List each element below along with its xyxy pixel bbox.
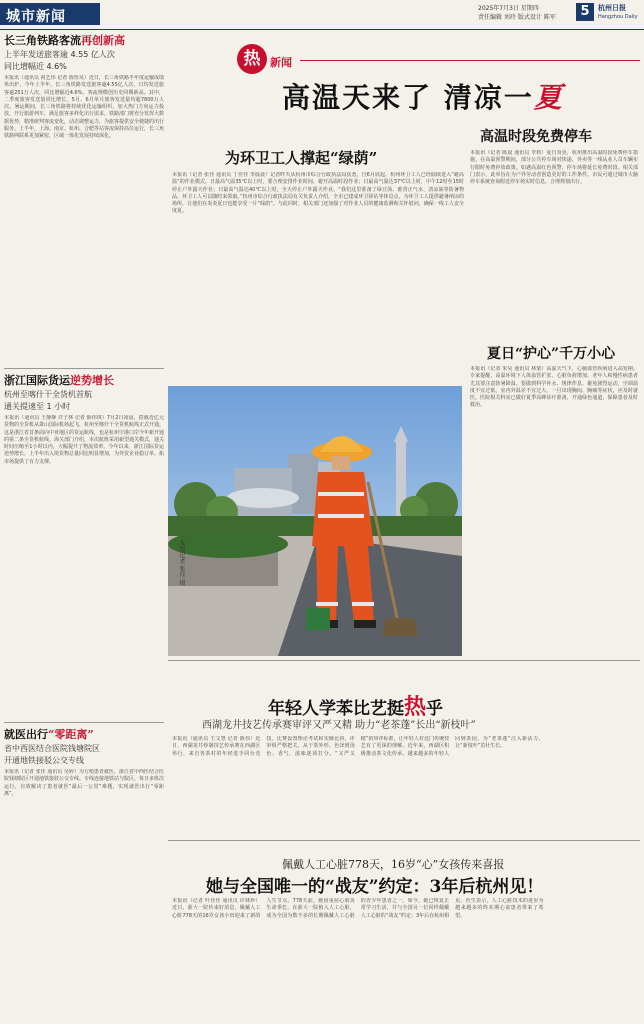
hot-label: 新闻	[270, 56, 292, 69]
story-subtitle: 西湖龙井技艺传承赛审评又严又精 助力“老茶蓬”长出“新枝叶”	[202, 720, 476, 731]
divider	[168, 840, 640, 841]
article-railway	[4, 34, 164, 325]
article-subtitle: 杭州至喀什干全货机首航	[4, 390, 92, 399]
page-number: 5	[576, 3, 594, 21]
story-body: 本报讯（记者 叶佳佳 通讯员 许林珍）近日，浙大一院传来好消息，佩戴人工心脏778天的16岁女孩小田迎来了新的人生节点。778天前，她因重症心肌炎生命垂危，在浙大一院植入人工心脏，成为全国为数不多的长期佩戴人工心脏的青少年患者之一。如今，她已恢复正常学习生活，并与全国另一位同样佩戴人工心脏的“战友”约定：3年后在杭州相见。医生表示，人工心脏技术的进步为越来越多的终末期心衰患者带来了希望。	[172, 898, 544, 919]
divider	[168, 660, 640, 661]
story-subtitle: 佩戴人工心脏778天，16岁“心”女孩传来喜报	[282, 858, 505, 871]
article-cargo	[4, 374, 164, 700]
story-title: 她与全国唯一的“战友”约定：3年后杭州见！	[206, 877, 544, 897]
story-title: 为环卫工人撑起“绿荫”	[225, 149, 378, 167]
main-headline: 高温天来了 清凉一夏	[282, 81, 564, 114]
story-title: 年轻人学苯比艺挺热乎	[268, 694, 444, 720]
logo-text-en: Hangzhou Daily	[598, 14, 638, 20]
editors-line: 责任编辑 刘玲 版式设计 陈军	[478, 14, 556, 21]
date-line: 2025年7月3日 星期四	[478, 5, 539, 12]
left-column-3	[4, 728, 164, 1009]
masthead	[0, 0, 644, 30]
photo-caption: 本报记者 张佳 摄	[178, 540, 185, 586]
logo-text: 杭州日报	[598, 4, 626, 12]
article-subtitle: 开通地铁接驳公交专线	[4, 756, 84, 765]
divider	[4, 722, 164, 723]
article-title: 浙江国际货运逆势增长	[4, 374, 114, 387]
hot-rule	[300, 60, 640, 61]
article-body: 本报讯（记者 张佳 通讯员 吴婷）为方便患者就医，浙江省中西医结合医院钱塘院区开通地铁接驳公交专线。专线连接地铁站与院区，每日多班次运行，有效解决了患者就医“最后一公里”难题，实现就医出行“零距离”。	[4, 769, 164, 797]
article-body: 本报讯（通讯员 祝艺伟 记者 陈恒昊）近日，长三角铁路半年度运输成绩单出炉。今年上半年，长三角铁路发送旅客逾4.55亿人次，日均发送旅客逾251万人次，同比增幅近4.6%，客流规模创历史同期新高。其中，二季度旅客发送量同比增长，5月、6月单月旅客发送量均超7800万人次。暑运期间，长三角铁路将持续优化运输组织，加大热门方向运力投放，开行旅游列车，满足旅客多样化出行需求。铁路部门将充分发挥大数据优势，精准研判客流变化，动态调整运力，为旅客提供安全便捷的出行服务。上半年，上海、南京、杭州、合肥等站客流保持高位运行，长三角铁路网联系更加紧密，区域一体化发展持续深化。	[4, 75, 164, 140]
sanitation-worker-photo	[168, 386, 462, 656]
article-subtitle: 上半年发送旅客逾 4.55 亿人次	[4, 50, 115, 59]
date-line-block	[478, 4, 556, 22]
article-subtitle: 省中西医结合医院钱塘院区	[4, 744, 100, 753]
story-body: 本报讯（记者 张佳 通讯员 丁佳佳 李晨晨）记者昨天从杭州市综合行政执法局获悉，自6月底起，杭州环卫工人已经陆续进入“避高温”的作业模式。日最高气温35℃以上时，要合理安排作业时间，避开高温时段作业；日最高气温达37℃以上时，中午12时至15时停止户外露天作业；日最高气温达40℃以上时，全天停止户外露天作业。“我们这里准备了绿豆汤、藿香正气水、清凉油等防暑物品，环卫工人可以随时来领取。”杭州市综合行政执法局有关负责人介绍，全市已建成环卫驿站等休息点，为环卫工人提供避暑纳凉的场所，让他们在炎炎夏日也能享受一片“绿荫”。与此同时，相关部门还加强了对作业人员的健康监测和关怀慰问，确保一线工人安全度夏。	[172, 172, 464, 215]
section-label: 城市新闻	[0, 3, 100, 25]
story-body: 本报讯（通讯员 王文慧 记者 陈伟）近日，西湖龙井炒制技艺传承赛在西湖区举行，来自各茶村的年轻选手同台竞技。比赛设置理论考试和实操比拼，评审组严格把关，从干茶外形、色泽到汤色、香气、滋味逐项打分。“又严又精”的审评标准，让年轻人对这门传统技艺有了更深的理解。近年来，西湖区积极推动茶文化传承，越来越多的年轻人回到茶园，为“老茶蓬”注入新活力，让“新枝叶”茁壮生长。	[172, 736, 544, 757]
story-title: 高温时段免费停车	[480, 129, 592, 145]
article-subtitle: 通关提速至 1 小时	[4, 402, 71, 411]
article-subtitle: 同比增幅近 4.6%	[4, 62, 67, 71]
article-title: 长三角铁路客流再创新高	[4, 34, 125, 47]
article-hospital	[4, 728, 164, 1009]
article-body: 本报讯（通讯员 王静静 许子林 记者 陈伟琪）7月2日凌晨，搭载近亿元货物的全货机从萧山国际机场起飞，杭州至喀什干全货机航线正式开通。这是浙江省首条面向中亚地区的货运航线，也是杭州空港口岸今年新开通的第二条全货机航线。海关部门介绍，本次航班采用新型通关模式，通关时间压缩至1小时以内，大幅提升了物流效率。今年以来，浙江国际货运逆势增长，上半年出入境货物总量同比明显增加，为外贸企业稳订单、拓市场提供了有力支撑。	[4, 415, 164, 465]
story-title: 夏日“护心”千万小心	[487, 346, 616, 362]
divider	[4, 368, 164, 369]
left-column-2	[4, 374, 164, 700]
hot-badge: 热	[237, 44, 267, 74]
left-column	[4, 34, 164, 325]
news-photo	[168, 386, 462, 656]
article-title: 就医出行“零距离”	[4, 728, 94, 741]
story-body: 本报讯（记者 陈晨 通讯员 李莉）夏日炎炎，杭州推出高温时段免费停车措施。在高温预警期间，部分公共停车场对快递、外卖等一线从业人员车辆实行限时免费停放政策。如遇高温红色预警，停车场将延长免费时段。相关部门表示，此举旨在为户外劳动者创造更好的工作条件。市民可通过城市大脑停车系统查询附近停车场实时信息，合理规划出行。	[470, 150, 638, 186]
story-body: 本报讯（记者 朱昊 通讯员 林蒙）高温天气下，心脑血管疾病进入高发期。专家提醒，高温环境下人体血管扩张，心脏负荷增加，老年人和慢性病患者尤其要注意防暑降温。要做到科学补水、规律作息、避免剧烈运动，空调温度不宜过低，室内外温差不宜过大。一旦出现胸闷、胸痛等症状，应及时就医。医院相关科室已做好夏季高峰诊疗准备，开通绿色通道，保障患者及时救治。	[470, 366, 638, 409]
newspaper-logo	[598, 4, 637, 22]
